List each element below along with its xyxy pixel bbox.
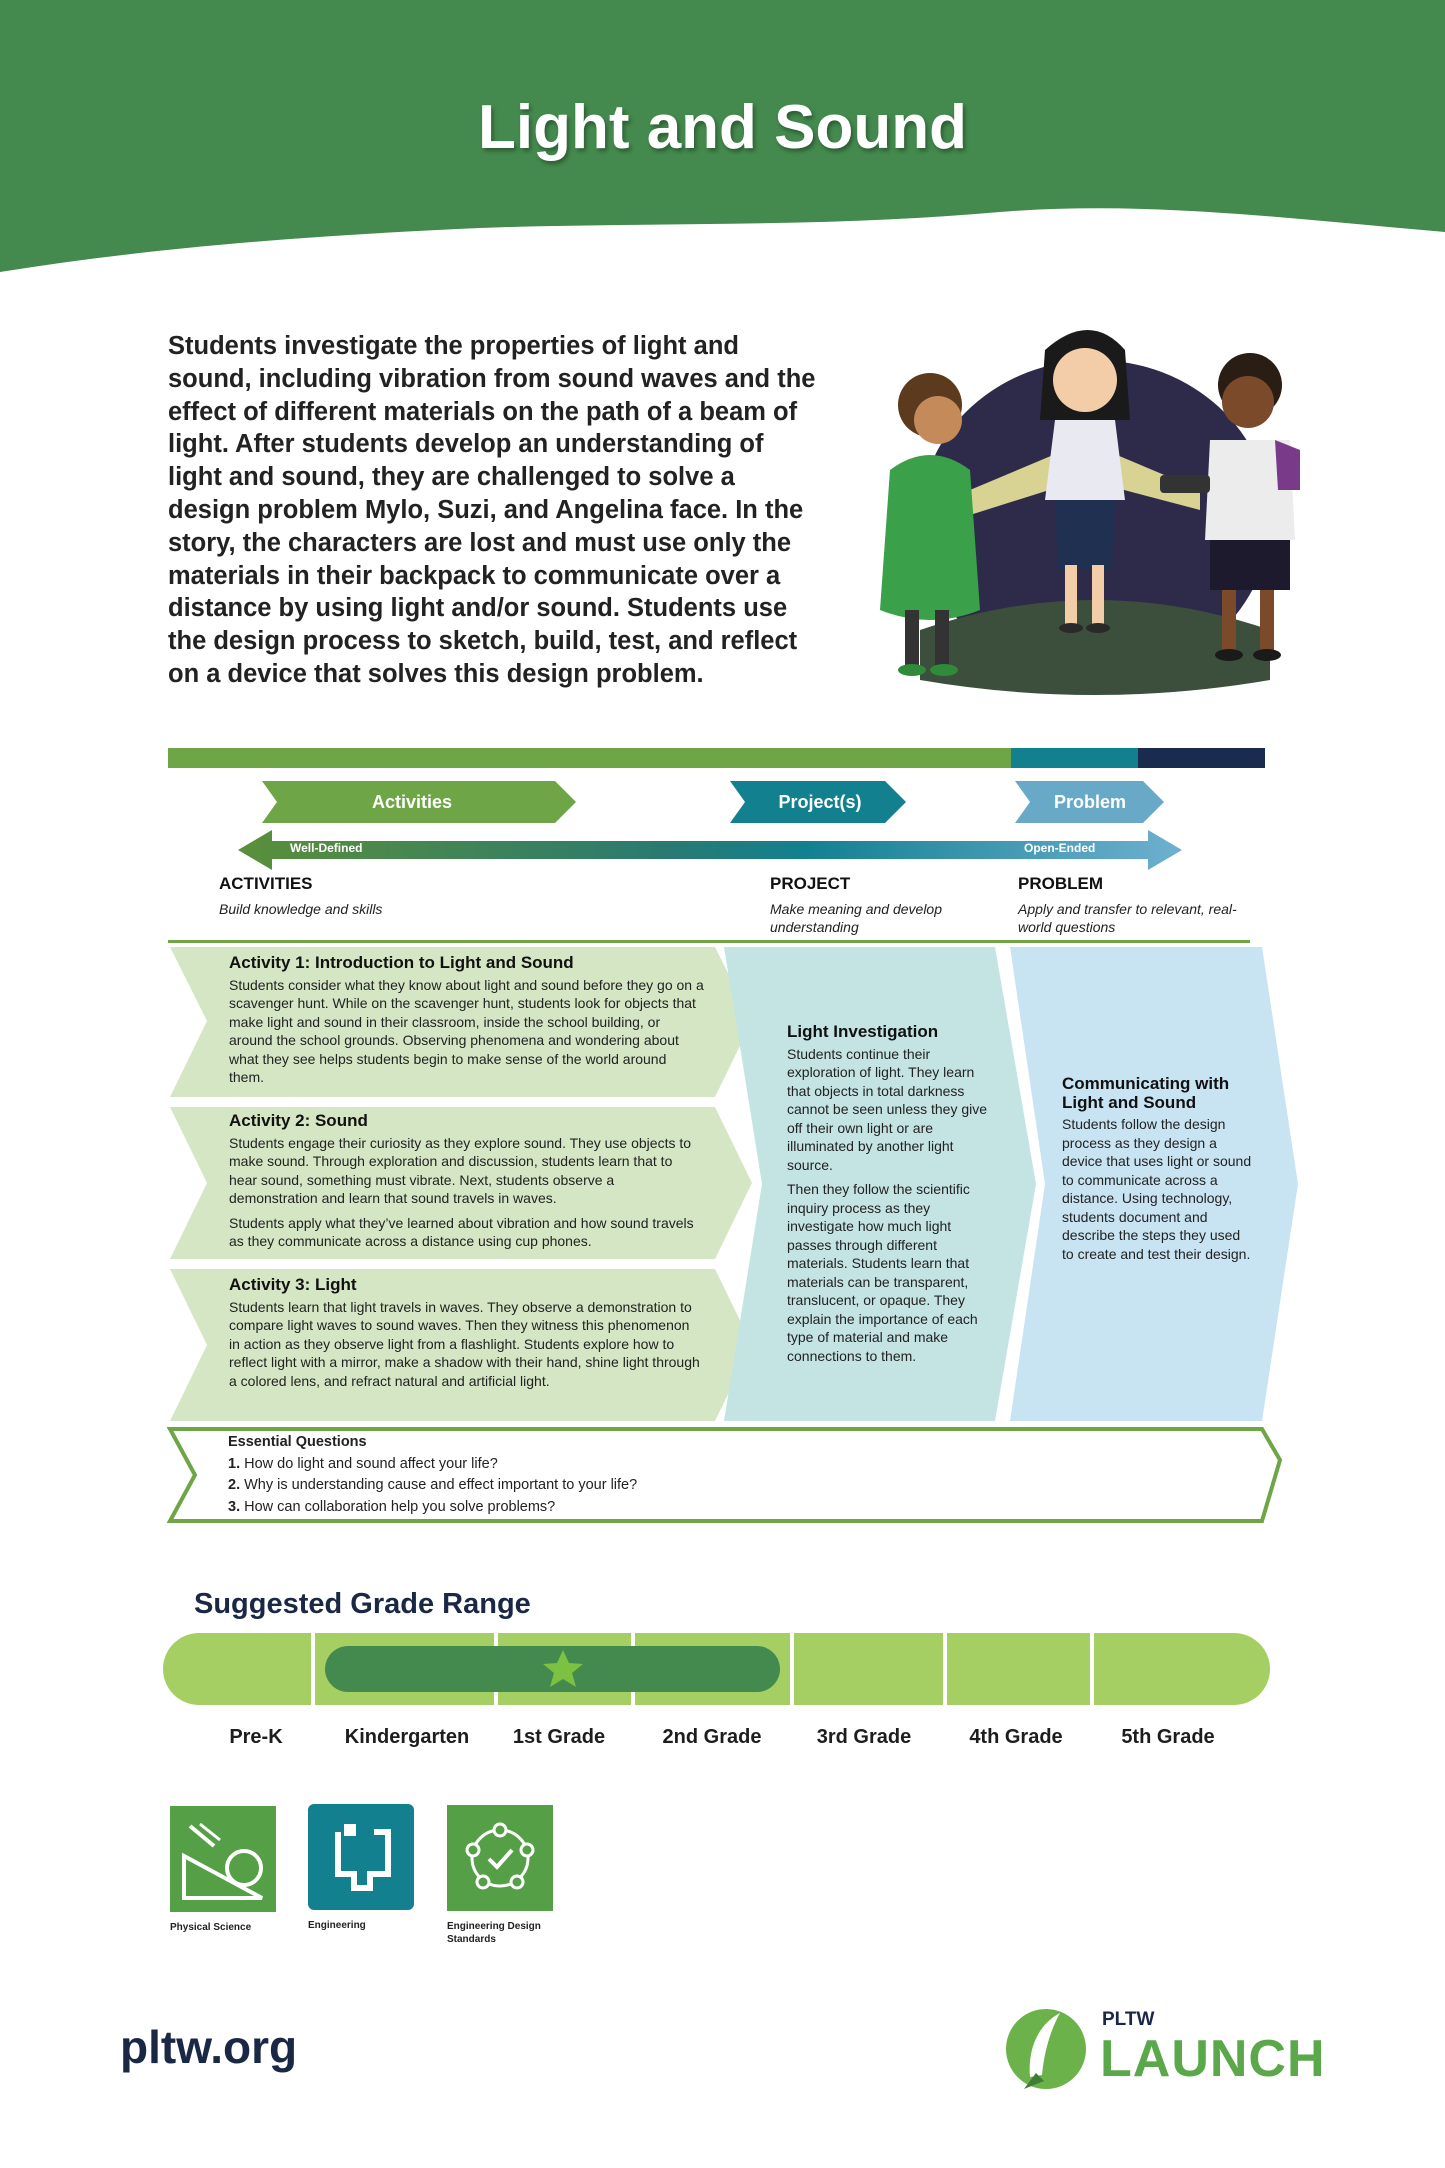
launch-text: LAUNCH: [1100, 2030, 1326, 2088]
grade-range-title: Suggested Grade Range: [194, 1588, 531, 1620]
activity-1-body: Students consider what they know about light and sound before they go on a scavenger hunt. While on the scavenger hunt, students look for objects that make light and sound in their classroom, inside the school building, or around the school grounds. Observing phenomena and wondering about what they see helps students begin to make sense of the world around them.: [229, 976, 704, 1085]
page-title: Light and Sound: [477, 93, 967, 162]
project-arrow-label: Project(s): [778, 792, 862, 812]
problem-subheading: Apply and transfer to relevant, real-world questions: [1018, 901, 1237, 935]
problem-body: Students follow the design process as they design a device that uses light or sound to communicate across a distance. Using technology, students document and describe the steps they used to create and test their design.: [1062, 1116, 1252, 1262]
scale-right-label: Open-Ended: [1024, 841, 1096, 855]
color-bar-project: [1011, 748, 1138, 768]
project-body-2: Then they follow the scientific inquiry process as they investigate how much light passes through different materials. Students learn that materials can be transparent, translucent, or opaque. They explain the importance of each type of material and make connections to them.: [787, 1181, 978, 1364]
website-url[interactable]: pltw.org: [120, 2021, 298, 2073]
engineering-design-standards-label: Engineering Design Standards: [447, 1921, 541, 1945]
activities-column-header: [219, 874, 619, 918]
activity-3: [229, 1276, 704, 1396]
activity-2: [229, 1112, 704, 1257]
scale-left-label: Well-Defined: [290, 841, 363, 855]
question-3: 3. How can collaboration help you solve problems?: [228, 1498, 556, 1515]
grade-range-bar: [0, 1630, 1445, 1710]
intro-paragraph: Students investigate the properties of light and sound, including vibration from sound waves and the effect of different materials on the path of a beam of light. After students develop an understanding of light and sound, they are challenged to solve a design problem Mylo, Suzi, and Angelina face. In the story, the characters are lost and must use only the materials in their backpack to communicate over a distance by using light and/or sound. Students use the design process to sketch, build, test, and reflect on a device that solves this design problem.: [168, 332, 816, 688]
problem-heading: PROBLEM: [1018, 874, 1103, 893]
engineering-design-standards-icon: [447, 1805, 553, 1911]
color-bar-activities: [168, 748, 1011, 768]
color-bar-problem: [1138, 748, 1265, 768]
problem-title: Communicating with Light and Sound: [1062, 1074, 1230, 1112]
essential-questions: [228, 1432, 637, 1518]
activity-2-title: Activity 2: Sound: [229, 1111, 368, 1130]
project-heading: PROJECT: [770, 874, 851, 893]
project-title: Light Investigation: [787, 1022, 939, 1041]
activities-heading: ACTIVITIES: [219, 874, 313, 893]
pltw-small-text: PLTW: [1102, 2009, 1155, 2030]
problem-column-header: [1018, 874, 1243, 936]
rocket-icon: [1004, 2003, 1094, 2093]
question-2: 2. Why is understanding cause and effect important to your life?: [228, 1477, 638, 1493]
project-description: [787, 1023, 997, 1371]
grade-3rd: 3rd Grade: [816, 1726, 912, 1748]
physical-science-label: Physical Science: [170, 1922, 252, 1933]
project-body: Students continue their exploration of light. They learn that objects in total darkness cannot be seen unless they give off their own light or are illuminated by another light source.: [787, 1045, 988, 1173]
grade-4th: 4th Grade: [969, 1726, 1063, 1748]
grade-2nd: 2nd Grade: [662, 1726, 762, 1748]
project-subheading: Make meaning and develop understanding: [770, 901, 943, 935]
activity-3-body: Students learn that light travels in waves. They observe a demonstration to compare light waves to sound waves. Then they witness this phenomenon in action as they observe light from a flashlight. Students explore how to reflect light with a mirror, make a shadow with their hand, shine light through a colored lens, and refract natural and artificial light.: [229, 1298, 700, 1389]
project-column-header: [770, 874, 980, 936]
question-1: 1. How do light and sound affect your life?: [228, 1455, 498, 1472]
activities-subheading: Build knowledge and skills: [219, 901, 383, 917]
activity-1: [229, 954, 704, 1093]
grade-1st: 1st Grade: [512, 1726, 606, 1748]
grade-pre-k: Pre-K: [229, 1726, 283, 1748]
engineering-label: Engineering: [308, 1920, 366, 1931]
engineering-icon: [308, 1804, 414, 1910]
activity-1-title: Activity 1: Introduction to Light and Sound: [229, 953, 574, 972]
grade-5th: 5th Grade: [1121, 1726, 1215, 1748]
children-flashlight-illustration: [860, 310, 1305, 700]
column-header-divider: [168, 940, 1250, 943]
problem-description: [1062, 1075, 1252, 1269]
activity-2-body-2: Students apply what they’ve learned about vibration and how sound travels as they communicate across a distance using cup phones.: [229, 1214, 694, 1249]
activity-3-title: Activity 3: Light: [229, 1275, 357, 1294]
problem-arrow-label: Problem: [1053, 792, 1127, 812]
activities-arrow-label: Activities: [371, 792, 453, 812]
physical-science-icon: [170, 1806, 276, 1912]
essential-questions-title: Essential Questions: [228, 1434, 367, 1450]
grade-kindergarten: Kindergarten: [344, 1726, 470, 1748]
phase-arrows: [0, 775, 1445, 875]
activity-2-body: Students engage their curiosity as they explore sound. They use objects to make sound. Through exploration and discussion, students learn that to hear sound, something must vibrate. Next, students observe a demonstration and learn that sound travels in waves.: [229, 1134, 692, 1206]
